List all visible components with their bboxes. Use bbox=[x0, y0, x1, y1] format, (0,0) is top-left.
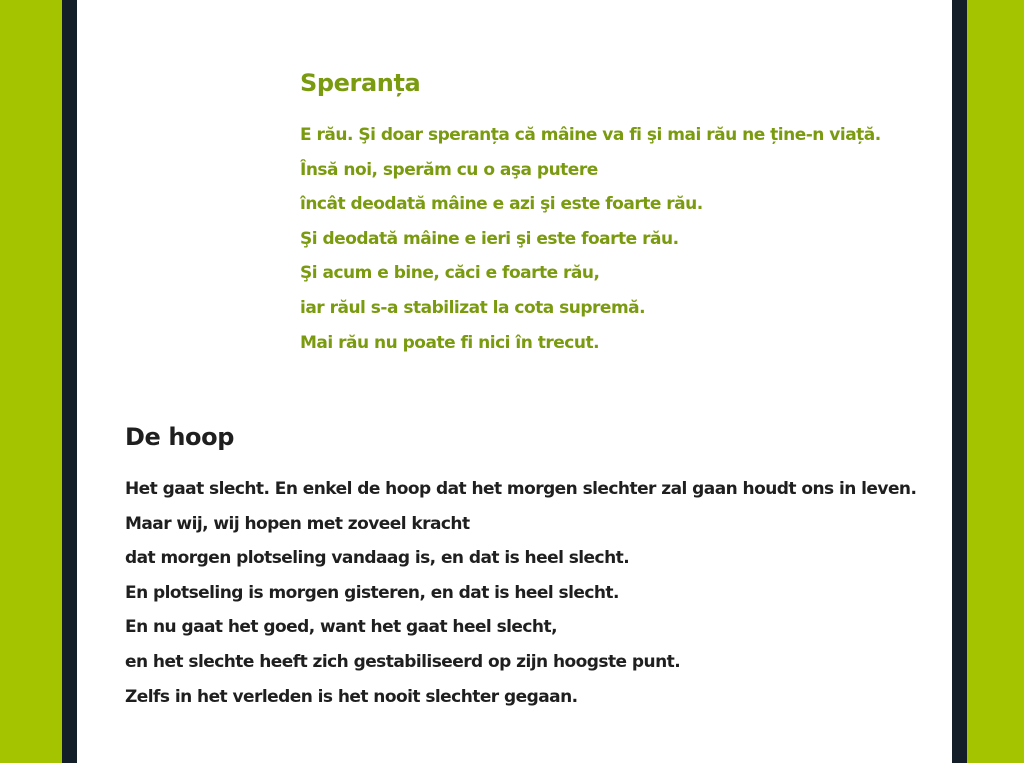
romanian-poem-line: Mai rău nu poate fi nici în trecut. bbox=[300, 332, 600, 353]
romanian-poem-line: E rău. Şi doar speranța că mâine va fi şi mai rău ne ține-n viață. bbox=[300, 125, 881, 145]
dutch-poem-title: De hoop bbox=[125, 423, 234, 451]
romanian-poem-line: Însă noi, sperăm cu o aşa putere bbox=[300, 159, 598, 180]
romanian-poem-line: încât deodată mâine e azi şi este foarte rău. bbox=[300, 194, 703, 215]
dutch-poem-line: Het gaat slecht. En enkel de hoop dat het morgen slechter zal gaan houdt ons in leven. bbox=[125, 479, 917, 499]
romanian-poem-line: iar răul s-a stabilizat la cota supremă. bbox=[300, 297, 646, 318]
romanian-poem bbox=[300, 66, 940, 360]
dutch-poem-line: dat morgen plotseling vandaag is, en dat is heel slecht. bbox=[125, 548, 630, 569]
dutch-poem-line: en het slechte heeft zich gestabiliseerd op zijn hoogste punt. bbox=[125, 651, 681, 672]
romanian-poem-title: Speranța bbox=[300, 69, 421, 97]
romanian-poem-line: Şi deodată mâine e ieri şi este foarte rău. bbox=[300, 228, 679, 249]
dutch-poem-line: Maar wij, wij hopen met zoveel kracht bbox=[125, 513, 470, 534]
dutch-poem-line: En plotseling is morgen gisteren, en dat is heel slecht. bbox=[125, 582, 619, 603]
dutch-poem-line: Zelfs in het verleden is het nooit slechter gegaan. bbox=[125, 686, 578, 707]
dutch-poem-line: En nu gaat het goed, want het gaat heel slecht, bbox=[125, 617, 557, 638]
romanian-poem-line: Şi acum e bine, căci e foarte rău, bbox=[300, 263, 600, 284]
dutch-poem bbox=[125, 420, 945, 714]
